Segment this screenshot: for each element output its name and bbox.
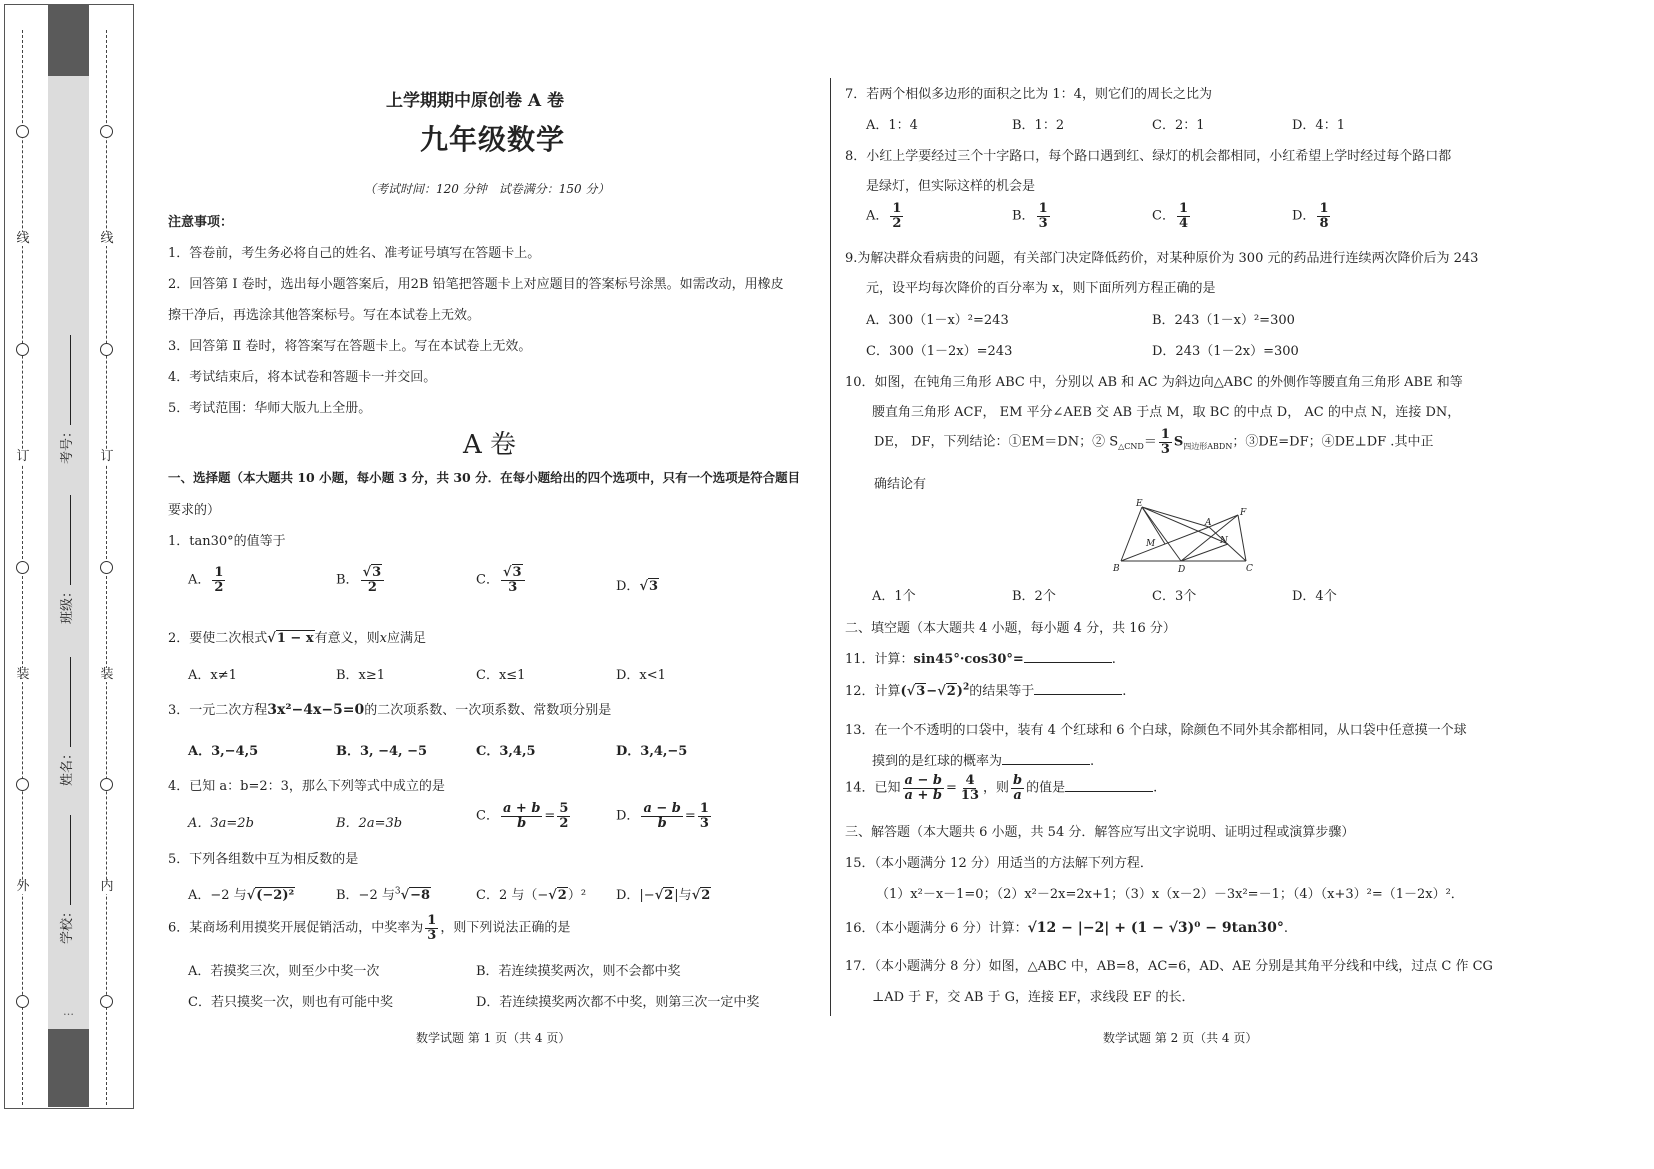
- q6-option-d: D．若连续摸奖两次都不中奖，则第三次一定中奖: [476, 995, 760, 1010]
- q9-line2: 元，设平均每次降价的百分率为 x，则下面所列方程正确的是: [866, 281, 1216, 296]
- q10-figure: [1108, 497, 1258, 575]
- q17-line2: ⊥AD 于 F，交 AB 于 G，连接 EF，求线段 EF 的长．: [872, 990, 1195, 1005]
- fig-label-m: M: [1146, 539, 1156, 549]
- binding-hole: [16, 778, 29, 791]
- q8-option-b: B． $\frac{1}{3}$: [1012, 201, 1048, 231]
- exam-number-field[interactable]: [56, 314, 74, 464]
- fig-label-f: F: [1240, 508, 1247, 518]
- q2-option-c: C．x≤1: [476, 668, 526, 683]
- q6-stem: 6．某商场利用摸奖开展促销活动，中奖率为 $\frac{1}{3}$ ，则下列说法正确的是: [168, 913, 571, 943]
- q5-stem: 5．下列各组数中互为相反数的是: [168, 852, 359, 867]
- q9-option-d: D．243（1－2x）=300: [1152, 344, 1299, 359]
- binding-hole: [16, 561, 29, 574]
- note-item: 4．考试结束后，将本试卷和答题卡一并交回。: [168, 370, 437, 385]
- q3-option-c: C．3,4,5: [476, 744, 536, 759]
- fig-label-e: E: [1136, 499, 1143, 509]
- note-item: 2．回答第 Ⅰ 卷时，选出每小题答案后，用2B 铅笔把答题卡上对应题目的答案标号涂黑。如需改动，用橡皮: [168, 277, 784, 292]
- q8-option-d: D． $\frac{1}{8}$: [1292, 201, 1329, 231]
- q10-line3: DE， DF，下列结论：①EM＝DN；② $S_{\triangle CND}=$ $\frac{1}{3}$ $S_{四边形ABDN}$；③DE=DF；④DE⊥DF .其中正: [874, 427, 1434, 457]
- exam-title: 九年级数学: [420, 123, 566, 156]
- column-divider: [830, 78, 831, 1016]
- q8-option-a: A． $\frac{1}{2}$: [866, 201, 902, 231]
- binding-hole: [100, 995, 113, 1008]
- q13-answer-blank[interactable]: [1002, 752, 1090, 765]
- notes-heading: 注意事项：: [168, 215, 234, 230]
- q3-option-a: A．3,−4,5: [188, 744, 259, 759]
- fig-edge: [1209, 515, 1238, 527]
- q3-option-d: D．3,4,−5: [616, 744, 688, 759]
- exam-number-label: 考号：: [60, 424, 75, 464]
- fig-label-b: B: [1113, 564, 1120, 574]
- q9-line1: 9.为解决群众看病贵的问题，有关部门决定降低药价，对某种原价为 300 元的药品进行连续两次降价后为 243: [845, 251, 1479, 266]
- q13-line1: 13．在一个不透明的口袋中，装有 4 个红球和 6 个白球，除颜色不同外其余都相同，从口袋中任意摸一个球: [845, 723, 1467, 738]
- q10-option-b: B．2个: [1012, 589, 1056, 604]
- binding-dark-top: [48, 4, 89, 76]
- cut-label-xian: 线: [14, 232, 32, 246]
- q9-option-b: B．243（1－x）²=300: [1152, 313, 1295, 328]
- q8-option-c: C． $\frac{1}{4}$: [1152, 201, 1188, 231]
- q15-line1: 15．（本小题满分 12 分）用适当的方法解下列方程．: [845, 856, 1153, 871]
- q3-stem: 3．一元二次方程3x²−4x−5=0的二次项系数、一次项系数、常数项分别是: [168, 702, 612, 718]
- q12-answer-blank[interactable]: [1034, 682, 1122, 695]
- binding-small-mark: …: [63, 1005, 74, 1018]
- q4-option-b: B．2a=3b: [336, 816, 403, 831]
- q10-option-a: A．1个: [872, 589, 916, 604]
- cut-label-xian: 线: [98, 232, 116, 246]
- q2-option-b: B．x≥1: [336, 668, 386, 683]
- binding-hole: [16, 995, 29, 1008]
- q9-option-c: C．300（1－2x）=243: [866, 344, 1013, 359]
- part1-heading: 一、选择题（本大题共 10 小题，每小题 3 分，共 30 分．在每小题给出的四个选项中，只有一个选项是符合题目: [168, 470, 801, 485]
- part1-heading-cont: 要求的）: [168, 503, 221, 518]
- q4-option-c: C． $\frac{a + b}{b}$ = $\frac{5}{2}$: [476, 801, 569, 831]
- q4-option-a: A．3a=2b: [188, 816, 254, 831]
- part2-heading: 二、填空题（本大题共 4 小题，每小题 4 分，共 16 分）: [845, 621, 1176, 636]
- time-note: （考试时间：120 分钟 试卷满分：150 分）: [364, 182, 610, 196]
- q5-option-a: A．−2 与√(−2)²: [188, 888, 295, 903]
- q10-option-d: D．4个: [1292, 589, 1337, 604]
- q1-stem: 1．tan30°的值等于: [168, 534, 286, 549]
- q1-option-a: A． $\frac{1}{2}$: [188, 565, 224, 595]
- binding-hole: [100, 561, 113, 574]
- q7-option-b: B．1：2: [1012, 118, 1065, 133]
- footer-right: 数学试题 第 2 页（共 4 页）: [1103, 1031, 1258, 1045]
- q3-option-b: B．3, −4, −5: [336, 744, 428, 759]
- q11-answer-blank[interactable]: [1024, 650, 1112, 663]
- part3-heading: 三、解答题（本大题共 6 小题，共 54 分．解答应写出文字说明、证明过程或演算步骤）: [845, 825, 1355, 840]
- binding-hole: [16, 343, 29, 356]
- name-field[interactable]: [56, 636, 74, 786]
- footer-left: 数学试题 第 1 页（共 4 页）: [416, 1031, 571, 1045]
- q8-line2: 是绿灯，但实际这样的机会是: [866, 179, 1036, 194]
- q4-stem: 4．已知 a：b=2：3，那么下列等式中成立的是: [168, 779, 445, 794]
- section-a-title: A 卷: [463, 430, 517, 460]
- q2-option-a: A．x≠1: [188, 668, 237, 683]
- cut-label-zhuang: 装: [98, 668, 116, 682]
- school-label: 学校：: [60, 904, 75, 944]
- class-label: 班级：: [60, 584, 75, 624]
- binding-hole: [100, 343, 113, 356]
- q10-line2: 腰直角三角形 ACF， EM 平分∠AEB 交 AB 于点 M，取 BC 的中点 D， AC 的中点 N，连接 DN，: [872, 405, 1461, 420]
- q14: 14．已知 $\frac{a - b}{a + b}$ = $\frac{4}{13}$ ，则 $\frac{b}{a}$ 的值是 .: [845, 773, 1158, 803]
- q15-line2: （1）x²－x－1=0；（2）x²－2x=2x+1；（3）x（x－2）－3x²=－1；（4）（x+3）²=（1－2x）²．: [876, 887, 1464, 902]
- q16: 16．（本小题满分 6 分）计算：√12 − |−2| + (1 − √3)⁰ − 9tan30°.: [845, 920, 1288, 936]
- name-label: 姓名：: [60, 746, 75, 786]
- fig-edge: [1181, 544, 1228, 561]
- q12: 12．计算$(√3-√2)^2$的结果等于 .: [845, 682, 1127, 699]
- q4-option-d: D． $\frac{a - b}{b}$ = $\frac{1}{3}$: [616, 801, 709, 831]
- q5-option-b: B．−2 与$^3$√−8: [336, 886, 431, 903]
- fig-edge: [1121, 507, 1142, 561]
- school-field[interactable]: [56, 794, 74, 944]
- q1-option-d: D．√3: [616, 579, 659, 594]
- q5-option-d: D．|−√2|与√2: [616, 888, 711, 903]
- binding-dark-bottom: [48, 1029, 89, 1107]
- binding-hole: [16, 125, 29, 138]
- q7-option-c: C．2：1: [1152, 118, 1205, 133]
- q14-answer-blank[interactable]: [1065, 779, 1153, 792]
- fig-label-n: N: [1220, 536, 1228, 546]
- note-item: 1．答卷前，考生务必将自己的姓名、准考证号填写在答题卡上。: [168, 246, 541, 261]
- q10-line1: 10．如图，在钝角三角形 ABC 中，分别以 AB 和 AC 为斜边向△ABC 的外侧作等腰直角三角形 ABE 和等: [845, 375, 1463, 390]
- binding-hole: [100, 778, 113, 791]
- q7-stem: 7．若两个相似多边形的面积之比为 1：4，则它们的周长之比为: [845, 87, 1212, 102]
- q2-option-d: D．x<1: [616, 668, 666, 683]
- cut-label-ding: 订: [14, 450, 32, 464]
- q6-option-b: B．若连续摸奖两次，则不会都中奖: [476, 964, 681, 979]
- q13-line2: 摸到的是红球的概率为 .: [872, 754, 1095, 769]
- q9-option-a: A．300（1－x）²=243: [866, 313, 1009, 328]
- cut-label-ding: 订: [98, 450, 116, 464]
- q7-option-a: A．1：4: [866, 118, 918, 133]
- q2-stem: 2．要使二次根式√1 − x有意义，则x应满足: [168, 631, 426, 646]
- class-field[interactable]: [56, 474, 74, 624]
- q5-option-c: C．2 与（−√2）²: [476, 888, 587, 903]
- q1-option-b: B． $\frac{√3}{2}$: [336, 566, 386, 594]
- cut-label-wai: 外: [14, 880, 32, 894]
- q10-line4: 确结论有: [874, 477, 927, 492]
- q10-option-c: C．3个: [1152, 589, 1197, 604]
- note-item: 3．回答第 Ⅱ 卷时，将答案写在答题卡上。写在本试卷上无效。: [168, 339, 532, 354]
- note-item: 5．考试范围：华师大版九上全册。: [168, 401, 372, 416]
- q6-option-a: A．若摸奖三次，则至少中奖一次: [188, 964, 380, 979]
- q6-option-c: C．若只摸奖一次，则也有可能中奖: [188, 995, 393, 1010]
- cut-label-zhuang: 装: [14, 668, 32, 682]
- q17-line1: 17．（本小题满分 8 分）如图，△ABC 中，AB=8，AC=6，AD、AE 分别是其角平分线和中线，过点 C 作 CG: [845, 959, 1493, 974]
- fig-label-d: D: [1178, 565, 1186, 575]
- exam-subtitle: 上学期期中原创卷 A 卷: [386, 91, 565, 111]
- q11: 11．计算：sin45°·cos30°= .: [845, 652, 1116, 667]
- fig-label-c: C: [1246, 564, 1253, 574]
- q7-option-d: D．4：1: [1292, 118, 1345, 133]
- binding-hole: [100, 125, 113, 138]
- fig-label-a: A: [1205, 518, 1212, 528]
- q1-option-c: C． $\frac{√3}{3}$: [476, 566, 527, 594]
- cut-label-nei: 内: [98, 880, 116, 894]
- q8-line1: 8．小红上学要经过三个十字路口，每个路口遇到红、绿灯的机会都相同，小红希望上学时经过每个路口都: [845, 149, 1452, 164]
- note-item: 擦干净后，再选涂其他答案标号。写在本试卷上无效。: [168, 308, 481, 323]
